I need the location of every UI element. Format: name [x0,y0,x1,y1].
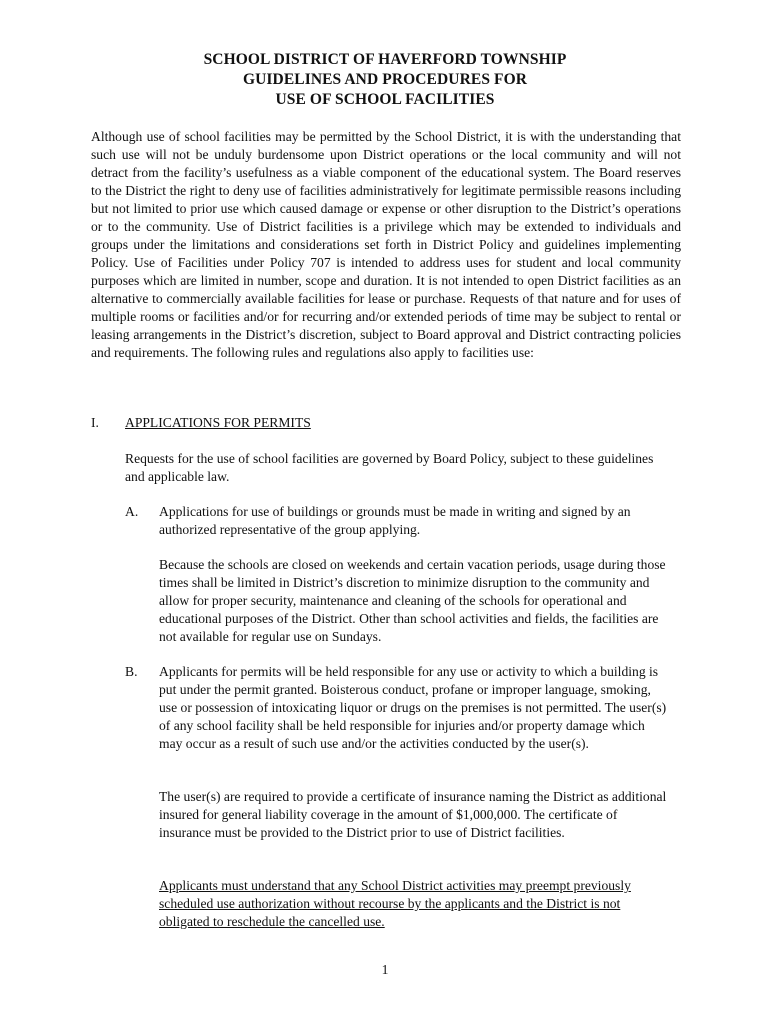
item-letter: B. [125,664,138,679]
list-item-b [125,663,685,753]
intro-paragraph: Although use of school facilities may be permitted by the School District, it is with the understanding that such use will not be unduly burdensome upon District operations or the local community and will not detract from the facility’s usefulness as a viable component of the educational system. The Board reserves to the District the right to deny use of facilities administratively for legitimate permissible reasons including but not limited to prior use which caused damage or expense or other disruption to the District’s operations or to the community. Use of District facilities is a privilege which may be extended to individuals and groups under the limitations and considerations set forth in District Policy and guidelines implementing Policy. Use of Facilities under Policy 707 is intended to address uses for student and local community purposes which are limited in number, scope and duration. It is not intended to open District facilities as an alternative to commercially available facilities for lease or purchase. Requests of that nature and for uses of multiple rooms or facilities and/or for recurring and/or extended periods of time may be subject to rental or leasing arrangements in the District’s discretion, subject to Board approval and District contracting policies and requirements. The following rules and regulations also apply to facilities use: [91,129,681,360]
title-line-3: USE OF SCHOOL FACILITIES [275,91,495,108]
list-item-a [125,503,685,539]
section-number: I. [91,415,99,430]
section-title: APPLICATIONS FOR PERMITS [125,415,311,430]
title-line-2: GUIDELINES AND PROCEDURES FOR [242,71,528,88]
section-lead-paragraph: Requests for the use of school facilities are governed by Board Policy, subject to these guidelines and applicable law. [125,451,654,484]
item-letter: A. [125,504,139,519]
title-line-1: SCHOOL DISTRICT OF HAVERFORD TOWNSHIP [203,51,567,68]
item-b-paragraph-2: The user(s) are required to provide a certificate of insurance naming the District as additional insured for general liability coverage in the amount of $1,000,000. The certificate of insurance must be provided to the District prior to use of District facilities. [159,789,667,840]
item-a-paragraph-2: Because the schools are closed on weekends and certain vacation periods, usage during those times shall be limited in District’s discretion to minimize disruption to the community and allow for proper security, maintenance and cleaning of the schools for operational and educational purposes of the District. Other than school activities and fields, the facilities are not available for regular use on Sundays. [159,557,666,644]
document-title [0,50,770,110]
item-text: Applicants for permits will be held responsible for any use or activity to which a building is put under the permit granted. Boisterous conduct, profane or improper language, smoking, use or possession of intoxicating liquor or drugs on the premises is not permitted. The user(s) of any school facility shall be held responsible for injuries and/or property damage which may occur as a result of such use and/or the activities conducted by the user(s). [159,664,667,751]
item-text: Applications for use of buildings or grounds must be made in writing and signed by an authorized representative of the group applying. [159,504,631,537]
page-number: 1 [381,962,389,977]
item-b-paragraph-3-underlined: Applicants must understand that any School District activities may preempt previously scheduled use authorization without recourse by the applicants and the District is not obligated to reschedule the cancelled use. [159,878,631,929]
